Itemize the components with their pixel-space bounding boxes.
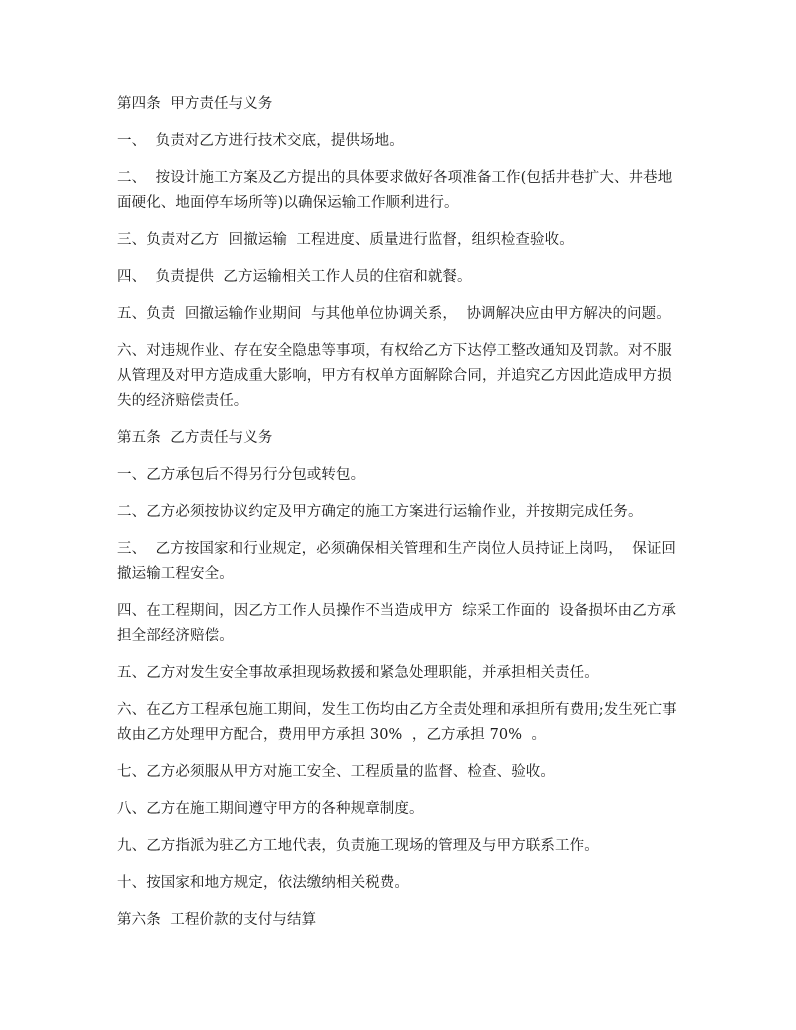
article-4-item-2: 二、 按设计施工方案及乙方提出的具体要求做好各项准备工作(包括井巷扩大、井巷地面硬化、地面停车场所等)以确保运输工作顺利进行。 (117, 170, 673, 211)
article-5-item-2: 二、乙方必须按协议约定及甲方确定的施工方案进行运输作业，并按期完成任务。 (117, 504, 643, 520)
article-5-heading: 第五条 乙方责任与义务 (117, 430, 273, 446)
article-4-item-3: 三、负责对乙方 回撤运输 工程进度、质量进行监督，组织检查验收。 (117, 232, 574, 248)
article-5-item-5: 五、乙方对发生安全事故承担现场救援和紧急处理职能，并承担相关责任。 (117, 665, 599, 681)
article-5-item-7: 七、乙方必须服从甲方对施工安全、工程质量的监督、检查、验收。 (117, 764, 555, 780)
article-4-heading: 第四条 甲方责任与义务 (117, 96, 273, 112)
document-page (117, 92, 682, 945)
article-4-item-5: 五、负责 回撤运输作业期间 与其他单位协调关系， 协调解决应由甲方解决的问题。 (117, 306, 671, 322)
article-5-item-1: 一、乙方承包后不得另行分包或转包。 (117, 467, 366, 483)
article-4-item-6: 六、对违规作业、存在安全隐患等事项，有权给乙方下达停工整改通知及罚款。对不服从管理及对甲方造成重大影响，甲方有权单方面解除合同，并追究乙方因此造成甲方损失的经济赔偿责任。 (117, 343, 672, 409)
article-5-item-10: 十、按国家和地方规定，依法缴纳相关税费。 (117, 875, 409, 891)
article-5-item-9: 九、乙方指派为驻乙方工地代表，负责施工现场的管理及与甲方联系工作。 (117, 838, 599, 854)
article-6-heading: 第六条 工程价款的支付与结算 (117, 912, 317, 928)
article-5-item-8: 八、乙方在施工期间遵守甲方的各种规章制度。 (117, 801, 424, 817)
article-5-item-6: 六、在乙方工程承包施工期间，发生工伤均由乙方全责处理和承担所有费用;发生死亡事故由乙方处理甲方配合，费用甲方承担 30% ，乙方承担 70% 。 (117, 702, 677, 743)
article-4-item-4: 四、 负责提供 乙方运输相关工作人员的住宿和就餐。 (117, 269, 472, 285)
article-4-item-1: 一、 负责对乙方进行技术交底，提供场地。 (117, 133, 404, 149)
article-5-item-4: 四、在工程期间，因乙方工作人员操作不当造成甲方 综采工作面的 设备损坏由乙方承担全部经济赔偿。 (117, 603, 677, 644)
article-5-item-3: 三、 乙方按国家和行业规定，必须确保相关管理和生产岗位人员持证上岗吗， 保证回撤运输工程安全。 (117, 541, 677, 582)
